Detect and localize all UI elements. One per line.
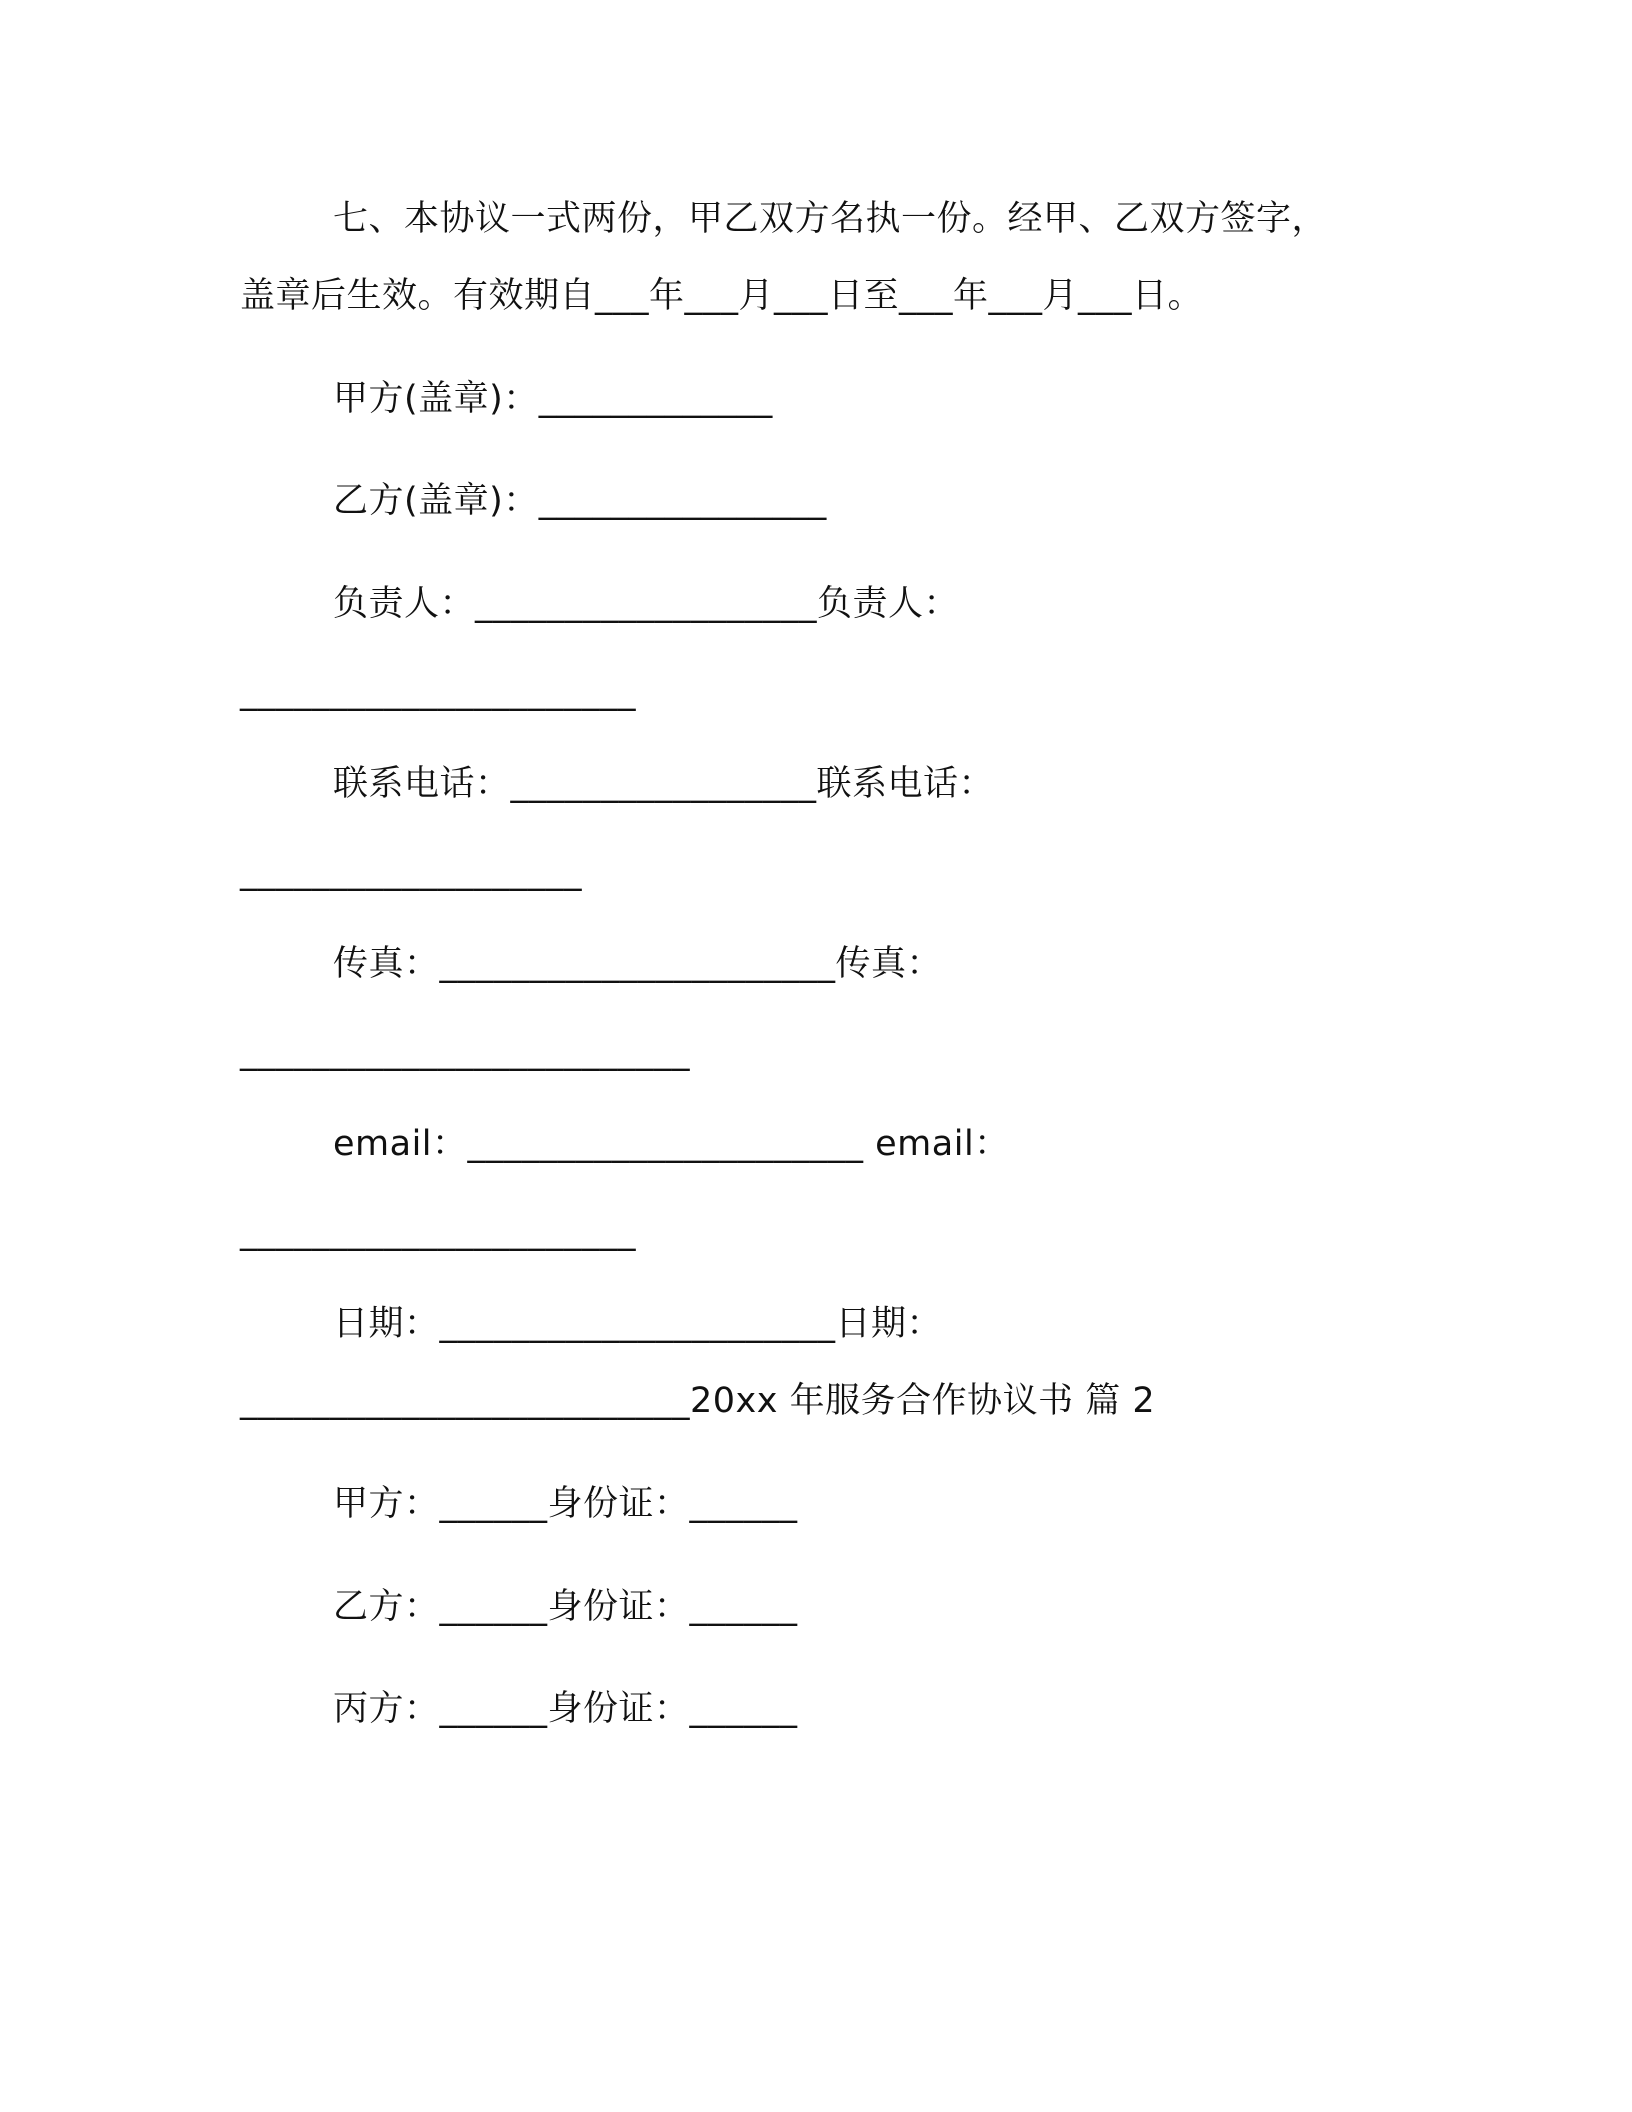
- date-line: 日期：______________________日期：: [333, 1304, 943, 1344]
- phone-continuation: ___________________: [240, 852, 582, 892]
- fax-line: 传真：______________________传真：: [333, 944, 943, 984]
- email-continuation: ______________________: [240, 1212, 636, 1252]
- party-b-seal-line: 乙方(盖章)：________________: [333, 481, 827, 521]
- clause-7-line-1: 七、本协议一式两份，甲乙双方名执一份。经甲、乙双方签字，: [333, 199, 1328, 239]
- clause-7-line-2: 盖章后生效。有效期自___年___月___日至___年___月___日。: [240, 276, 1204, 316]
- email-line: email：______________________ email：: [333, 1124, 1010, 1164]
- phone-line: 联系电话：_________________联系电话：: [333, 764, 995, 804]
- date-continuation-and-heading: _________________________20xx 年服务合作协议书 篇 2: [240, 1381, 1156, 1421]
- id-row-party-a: 甲方：______身份证：______: [333, 1484, 798, 1524]
- party-a-seal-line: 甲方(盖章)：_____________: [333, 379, 773, 419]
- responsible-person-continuation: ______________________: [240, 672, 636, 712]
- fax-continuation: _________________________: [240, 1032, 690, 1072]
- responsible-person-line: 负责人：___________________负责人：: [333, 584, 960, 624]
- id-row-party-c: 丙方：______身份证：______: [333, 1689, 798, 1729]
- id-row-party-b: 乙方：______身份证：______: [333, 1587, 798, 1627]
